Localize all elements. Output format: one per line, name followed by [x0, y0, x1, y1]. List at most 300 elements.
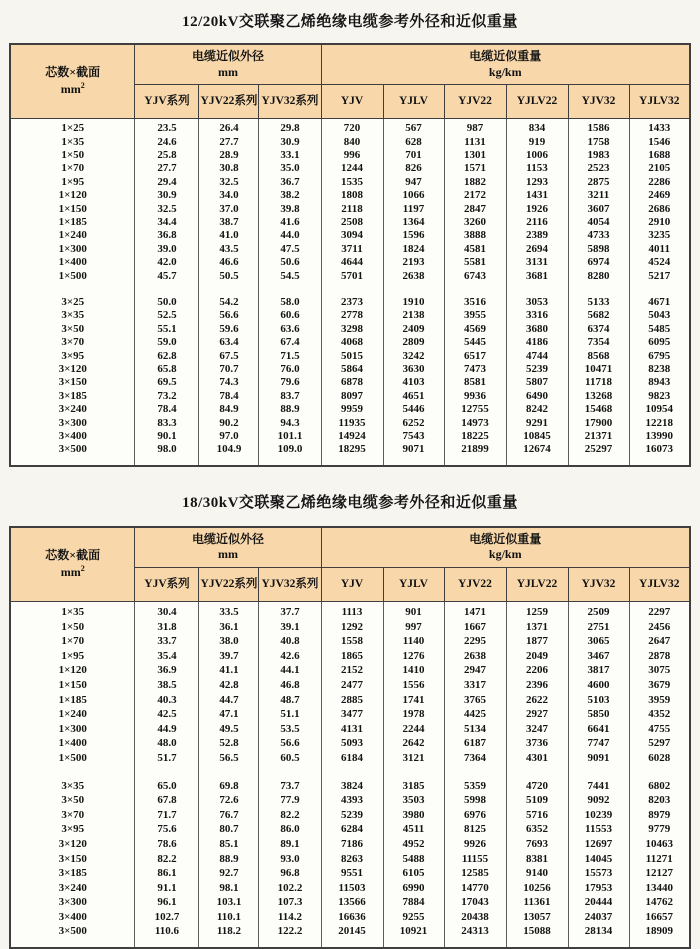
header-wt-group-label: 电缆近似重量	[469, 49, 542, 63]
table-row	[10, 620, 690, 635]
value-cell: 3679	[629, 678, 690, 693]
table-row	[10, 229, 690, 242]
value-cell: 14924	[321, 430, 383, 443]
value-cell: 5445	[444, 336, 506, 349]
value-cell: 3053	[506, 296, 568, 309]
spacer-cell	[444, 939, 506, 948]
table-row	[10, 390, 690, 403]
value-cell: 2244	[383, 722, 444, 737]
spec-cell: 1×50	[10, 149, 135, 162]
value-cell: 1910	[383, 296, 444, 309]
value-cell: 3955	[444, 309, 506, 322]
header-col-yjv32-series: YJV32系列	[259, 85, 321, 119]
spec-cell: 3×70	[10, 808, 135, 823]
spacer-cell	[629, 766, 690, 779]
value-cell: 12218	[629, 417, 690, 430]
spacer-cell	[259, 457, 321, 466]
value-cell: 96.8	[259, 866, 321, 881]
value-cell: 16657	[629, 910, 690, 925]
value-cell: 3121	[383, 751, 444, 766]
value-cell: 104.9	[199, 443, 259, 456]
value-cell: 20145	[321, 924, 383, 939]
value-cell: 567	[383, 122, 444, 135]
value-cell: 30.9	[135, 189, 199, 202]
value-cell: 82.2	[135, 852, 199, 867]
spec-cell: 1×70	[10, 634, 135, 649]
value-cell: 46.8	[259, 678, 321, 693]
header-od-unit: mm	[217, 64, 238, 79]
spacer-row	[10, 939, 690, 948]
spacer-cell	[506, 766, 568, 779]
value-cell: 102.2	[259, 881, 321, 896]
header-col-yjlv32: YJLV32	[629, 568, 690, 602]
spacer-cell	[10, 457, 135, 466]
value-cell: 3607	[568, 203, 629, 216]
value-cell: 4425	[444, 707, 506, 722]
value-cell: 32.5	[135, 203, 199, 216]
value-cell: 28134	[568, 924, 629, 939]
spacer-cell	[568, 283, 629, 296]
value-cell: 15468	[568, 403, 629, 416]
table-row	[10, 363, 690, 376]
table-row	[10, 350, 690, 363]
spacer-cell	[506, 283, 568, 296]
value-cell: 60.5	[259, 751, 321, 766]
value-cell: 996	[321, 149, 383, 162]
value-cell: 54.5	[259, 270, 321, 283]
value-cell: 2172	[444, 189, 506, 202]
value-cell: 3681	[506, 270, 568, 283]
value-cell: 1882	[444, 176, 506, 189]
value-cell: 5682	[568, 309, 629, 322]
table-row	[10, 837, 690, 852]
spec-cell: 3×150	[10, 376, 135, 389]
value-cell: 4068	[321, 336, 383, 349]
value-cell: 71.5	[259, 350, 321, 363]
value-cell: 8263	[321, 852, 383, 867]
value-cell: 9291	[506, 417, 568, 430]
value-cell: 2477	[321, 678, 383, 693]
value-cell: 78.4	[135, 403, 199, 416]
table-row	[10, 443, 690, 456]
spec-cell: 1×185	[10, 216, 135, 229]
header-spec-cell	[10, 527, 135, 602]
spec-cell: 3×240	[10, 403, 135, 416]
spacer-row	[10, 457, 690, 466]
value-cell: 4744	[506, 350, 568, 363]
value-cell: 13268	[568, 390, 629, 403]
value-cell: 8203	[629, 793, 690, 808]
header-col-yjv32-series: YJV32系列	[259, 568, 321, 602]
value-cell: 21371	[568, 430, 629, 443]
value-cell: 3765	[444, 693, 506, 708]
table-row	[10, 296, 690, 309]
table-body	[10, 119, 690, 466]
value-cell: 9255	[383, 910, 444, 925]
value-cell: 2875	[568, 176, 629, 189]
spacer-cell	[444, 283, 506, 296]
value-cell: 40.8	[259, 634, 321, 649]
value-cell: 72.6	[199, 793, 259, 808]
value-cell: 7354	[568, 336, 629, 349]
spec-cell: 1×95	[10, 649, 135, 664]
value-cell: 2116	[506, 216, 568, 229]
spacer-cell	[506, 939, 568, 948]
value-cell: 5297	[629, 736, 690, 751]
spacer-cell	[10, 939, 135, 948]
spec-cell: 1×95	[10, 176, 135, 189]
header-spec-unit	[61, 565, 85, 579]
value-cell: 2647	[629, 634, 690, 649]
value-cell: 17900	[568, 417, 629, 430]
value-cell: 4651	[383, 390, 444, 403]
value-cell: 14762	[629, 895, 690, 910]
value-cell: 27.7	[135, 162, 199, 175]
value-cell: 3235	[629, 229, 690, 242]
value-cell: 34.4	[135, 216, 199, 229]
value-cell: 1410	[383, 663, 444, 678]
value-cell: 11361	[506, 895, 568, 910]
value-cell: 4103	[383, 376, 444, 389]
spec-cell: 1×500	[10, 751, 135, 766]
value-cell: 6990	[383, 881, 444, 896]
value-cell: 3247	[506, 722, 568, 737]
value-cell: 6184	[321, 751, 383, 766]
value-cell: 52.8	[199, 736, 259, 751]
value-cell: 45.7	[135, 270, 199, 283]
value-cell: 49.5	[199, 722, 259, 737]
value-cell: 6802	[629, 779, 690, 794]
value-cell: 5807	[506, 376, 568, 389]
value-cell: 110.1	[199, 910, 259, 925]
value-cell: 6795	[629, 350, 690, 363]
value-cell: 2409	[383, 323, 444, 336]
spec-cell: 3×185	[10, 390, 135, 403]
value-cell: 1824	[383, 243, 444, 256]
value-cell: 8125	[444, 822, 506, 837]
value-cell: 1546	[629, 136, 690, 149]
spec-cell: 1×35	[10, 136, 135, 149]
value-cell: 1153	[506, 162, 568, 175]
header-col-yjv22-series: YJV22系列	[199, 85, 259, 119]
value-cell: 11155	[444, 852, 506, 867]
value-cell: 2751	[568, 620, 629, 635]
header-col-yjlv32: YJLV32	[629, 85, 690, 119]
value-cell: 997	[383, 620, 444, 635]
value-cell: 30.9	[259, 136, 321, 149]
header-spec-label: 芯数×截面	[45, 65, 101, 80]
spacer-cell	[10, 766, 135, 779]
table-row	[10, 779, 690, 794]
spacer-cell	[259, 939, 321, 948]
value-cell: 70.7	[199, 363, 259, 376]
table-row	[10, 852, 690, 867]
value-cell: 107.3	[259, 895, 321, 910]
value-cell: 701	[383, 149, 444, 162]
value-cell: 6028	[629, 751, 690, 766]
unit-text: mm	[60, 82, 81, 97]
value-cell: 27.7	[199, 136, 259, 149]
value-cell: 50.0	[135, 296, 199, 309]
value-cell: 1131	[444, 136, 506, 149]
value-cell: 11935	[321, 417, 383, 430]
spec-cell: 1×240	[10, 229, 135, 242]
value-cell: 1667	[444, 620, 506, 635]
value-cell: 44.7	[199, 693, 259, 708]
value-cell: 8280	[568, 270, 629, 283]
value-cell: 18225	[444, 430, 506, 443]
value-cell: 36.9	[135, 663, 199, 678]
value-cell: 834	[506, 122, 568, 135]
value-cell: 76.0	[259, 363, 321, 376]
value-cell: 2389	[506, 229, 568, 242]
header-col-yjlv: YJLV	[383, 85, 444, 119]
value-cell: 987	[444, 122, 506, 135]
value-cell: 8242	[506, 403, 568, 416]
spacer-cell	[321, 766, 383, 779]
table-row	[10, 634, 690, 649]
value-cell: 1276	[383, 649, 444, 664]
value-cell: 4301	[506, 751, 568, 766]
value-cell: 3316	[506, 309, 568, 322]
value-cell: 10463	[629, 837, 690, 852]
table-row	[10, 136, 690, 149]
value-cell: 69.5	[135, 376, 199, 389]
value-cell: 4186	[506, 336, 568, 349]
value-cell: 3094	[321, 229, 383, 242]
value-cell: 102.7	[135, 910, 199, 925]
header-wt-unit: kg/km	[488, 547, 522, 562]
value-cell: 17043	[444, 895, 506, 910]
unit-text: mm	[60, 564, 81, 579]
value-cell: 6252	[383, 417, 444, 430]
value-cell: 30.4	[135, 605, 199, 620]
spec-cell: 3×400	[10, 430, 135, 443]
value-cell: 56.5	[199, 751, 259, 766]
value-cell: 32.5	[199, 176, 259, 189]
value-cell: 54.2	[199, 296, 259, 309]
value-cell: 1244	[321, 162, 383, 175]
spec-cell: 1×150	[10, 678, 135, 693]
spec-cell: 3×95	[10, 822, 135, 837]
value-cell: 1113	[321, 605, 383, 620]
value-cell: 42.0	[135, 256, 199, 269]
value-cell: 8097	[321, 390, 383, 403]
value-cell: 39.0	[135, 243, 199, 256]
table-row	[10, 793, 690, 808]
value-cell: 3888	[444, 229, 506, 242]
value-cell: 1558	[321, 634, 383, 649]
table-row	[10, 270, 690, 283]
value-cell: 4733	[568, 229, 629, 242]
value-cell: 10239	[568, 808, 629, 823]
value-cell: 4569	[444, 323, 506, 336]
value-cell: 4511	[383, 822, 444, 837]
value-cell: 3516	[444, 296, 506, 309]
value-cell: 93.0	[259, 852, 321, 867]
value-cell: 1431	[506, 189, 568, 202]
value-cell: 1571	[444, 162, 506, 175]
value-cell: 3242	[383, 350, 444, 363]
value-cell: 88.9	[259, 403, 321, 416]
spacer-cell	[199, 939, 259, 948]
value-cell: 2297	[629, 605, 690, 620]
value-cell: 82.2	[259, 808, 321, 823]
value-cell: 2910	[629, 216, 690, 229]
value-cell: 9140	[506, 866, 568, 881]
value-cell: 2885	[321, 693, 383, 708]
value-cell: 5998	[444, 793, 506, 808]
value-cell: 9779	[629, 822, 690, 837]
value-cell: 5043	[629, 309, 690, 322]
value-cell: 2193	[383, 256, 444, 269]
value-cell: 48.7	[259, 693, 321, 708]
value-cell: 23.5	[135, 122, 199, 135]
spacer-cell	[135, 457, 199, 466]
table-row	[10, 122, 690, 135]
value-cell: 103.1	[199, 895, 259, 910]
value-cell: 1586	[568, 122, 629, 135]
value-cell: 77.9	[259, 793, 321, 808]
spec-cell: 1×300	[10, 243, 135, 256]
value-cell: 6352	[506, 822, 568, 837]
value-cell: 3959	[629, 693, 690, 708]
value-cell: 85.1	[199, 837, 259, 852]
header-wt-unit: kg/km	[488, 64, 522, 79]
value-cell: 4131	[321, 722, 383, 737]
value-cell: 65.0	[135, 779, 199, 794]
value-cell: 2778	[321, 309, 383, 322]
spec-cell: 3×35	[10, 779, 135, 794]
table-row	[10, 403, 690, 416]
value-cell: 1978	[383, 707, 444, 722]
value-cell: 2206	[506, 663, 568, 678]
header-spec-unit	[61, 82, 85, 96]
value-cell: 42.5	[135, 707, 199, 722]
value-cell: 6490	[506, 390, 568, 403]
value-cell: 6878	[321, 376, 383, 389]
value-cell: 11503	[321, 881, 383, 896]
header-col-yjv: YJV	[321, 568, 383, 602]
spec-cell: 3×150	[10, 852, 135, 867]
value-cell: 8568	[568, 350, 629, 363]
value-cell: 73.2	[135, 390, 199, 403]
value-cell: 1865	[321, 649, 383, 664]
value-cell: 18909	[629, 924, 690, 939]
value-cell: 2509	[568, 605, 629, 620]
table-row	[10, 149, 690, 162]
value-cell: 1556	[383, 678, 444, 693]
spacer-cell	[506, 457, 568, 466]
value-cell: 97.0	[199, 430, 259, 443]
value-cell: 2523	[568, 162, 629, 175]
cable-table-18-30kv	[9, 526, 691, 949]
table-row	[10, 430, 690, 443]
header-od-unit: mm	[217, 547, 238, 562]
value-cell: 2638	[444, 649, 506, 664]
value-cell: 3477	[321, 707, 383, 722]
value-cell: 9936	[444, 390, 506, 403]
spec-cell: 3×500	[10, 443, 135, 456]
value-cell: 2295	[444, 634, 506, 649]
value-cell: 59.0	[135, 336, 199, 349]
table-row	[10, 822, 690, 837]
value-cell: 1140	[383, 634, 444, 649]
header-col-yjlv: YJLV	[383, 568, 444, 602]
value-cell: 86.0	[259, 822, 321, 837]
value-cell: 35.0	[259, 162, 321, 175]
value-cell: 71.7	[135, 808, 199, 823]
value-cell: 5581	[444, 256, 506, 269]
table-header	[10, 44, 690, 119]
value-cell: 2469	[629, 189, 690, 202]
header-col-yjlv22: YJLV22	[506, 568, 568, 602]
value-cell: 30.8	[199, 162, 259, 175]
value-cell: 4581	[444, 243, 506, 256]
value-cell: 15573	[568, 866, 629, 881]
table-row	[10, 336, 690, 349]
value-cell: 39.7	[199, 649, 259, 664]
value-cell: 6374	[568, 323, 629, 336]
value-cell: 101.1	[259, 430, 321, 443]
value-cell: 34.0	[199, 189, 259, 202]
value-cell: 52.5	[135, 309, 199, 322]
value-cell: 3260	[444, 216, 506, 229]
value-cell: 7693	[506, 837, 568, 852]
value-cell: 2049	[506, 649, 568, 664]
value-cell: 5239	[506, 363, 568, 376]
value-cell: 4352	[629, 707, 690, 722]
value-cell: 840	[321, 136, 383, 149]
value-cell: 1983	[568, 149, 629, 162]
value-cell: 14770	[444, 881, 506, 896]
value-cell: 6517	[444, 350, 506, 363]
spacer-cell	[568, 457, 629, 466]
value-cell: 62.8	[135, 350, 199, 363]
table-row	[10, 216, 690, 229]
table-row	[10, 417, 690, 430]
value-cell: 114.2	[259, 910, 321, 925]
table-row	[10, 910, 690, 925]
table-title-18-30kv: 18/30kV交联聚乙烯绝缘电缆参考外径和近似重量	[182, 494, 518, 511]
value-cell: 1877	[506, 634, 568, 649]
value-cell: 83.3	[135, 417, 199, 430]
spec-cell: 3×70	[10, 336, 135, 349]
value-cell: 6974	[568, 256, 629, 269]
value-cell: 3824	[321, 779, 383, 794]
value-cell: 5850	[568, 707, 629, 722]
value-cell: 2694	[506, 243, 568, 256]
value-cell: 84.9	[199, 403, 259, 416]
spacer-cell	[259, 766, 321, 779]
value-cell: 60.6	[259, 309, 321, 322]
spacer-cell	[444, 457, 506, 466]
value-cell: 1197	[383, 203, 444, 216]
value-cell: 1293	[506, 176, 568, 189]
table-header	[10, 527, 690, 602]
value-cell: 98.0	[135, 443, 199, 456]
value-cell: 1066	[383, 189, 444, 202]
value-cell: 919	[506, 136, 568, 149]
value-cell: 90.2	[199, 417, 259, 430]
value-cell: 98.1	[199, 881, 259, 896]
section-18-30kv	[0, 467, 700, 949]
header-group-row	[10, 44, 690, 85]
spacer-row	[10, 766, 690, 779]
value-cell: 38.7	[199, 216, 259, 229]
value-cell: 2286	[629, 176, 690, 189]
table-row	[10, 189, 690, 202]
